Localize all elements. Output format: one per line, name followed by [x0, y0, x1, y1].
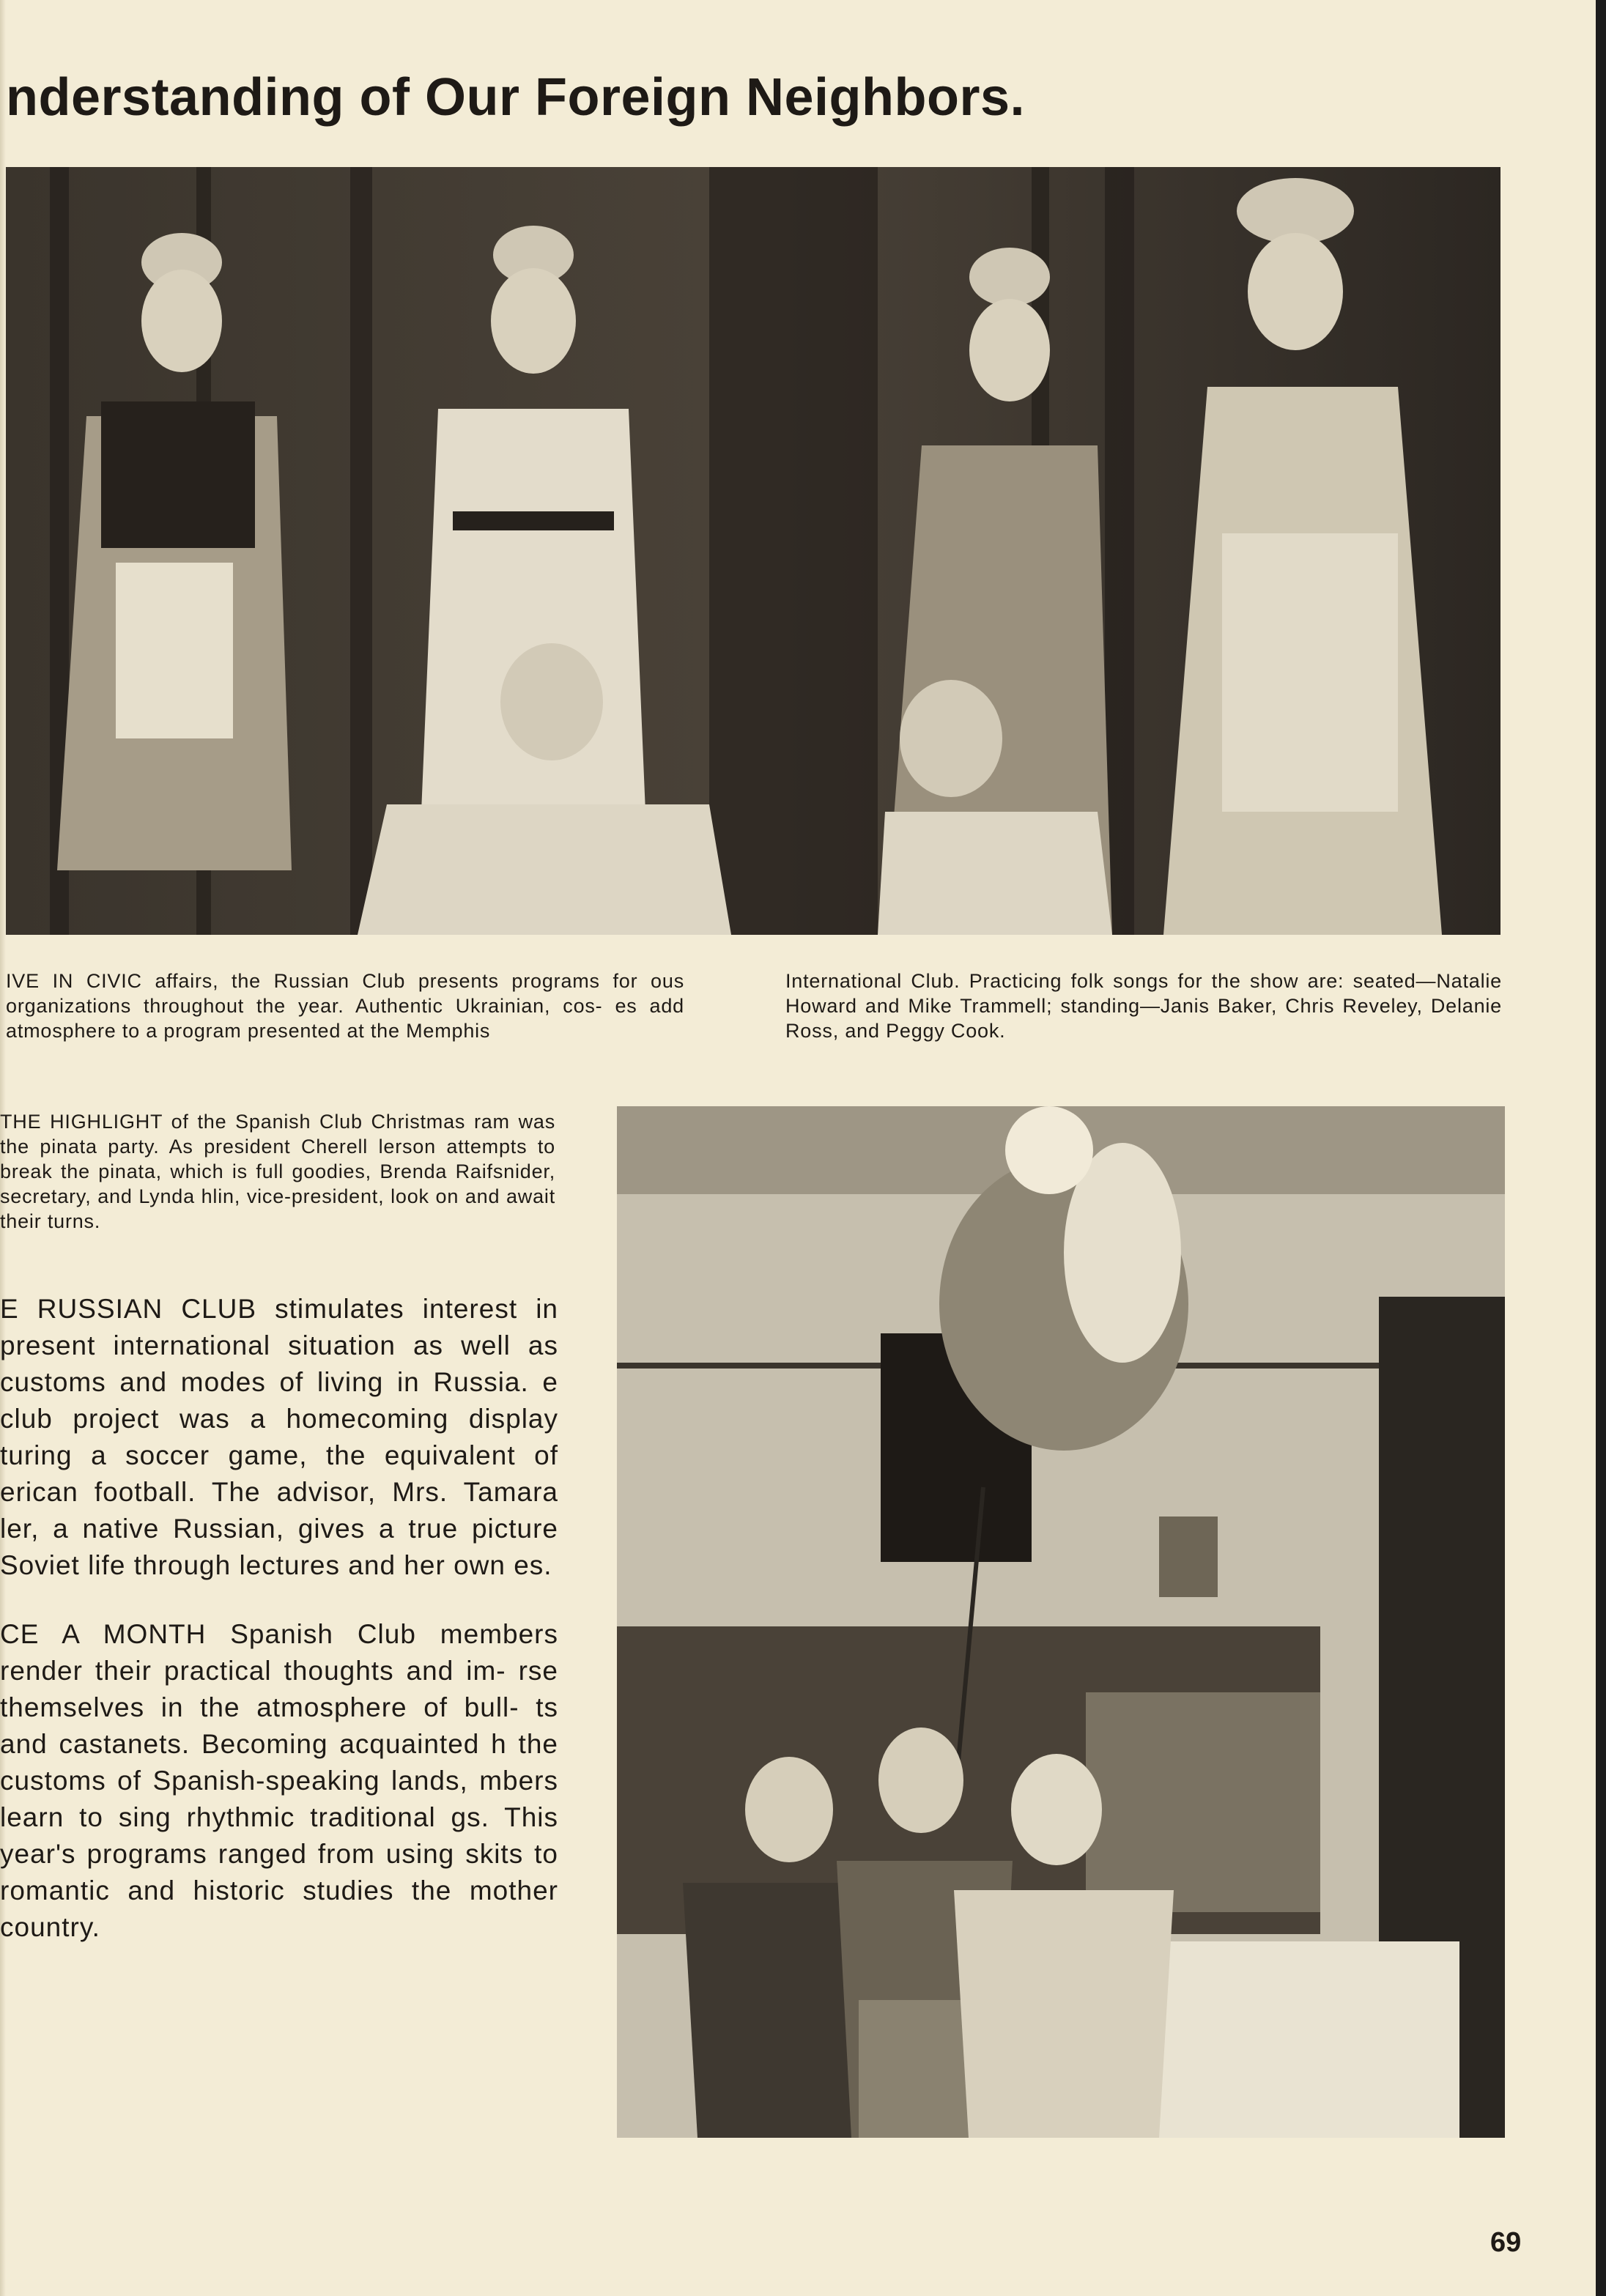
pinata-party-photo: [617, 1106, 1505, 2138]
russian-club-photo: [6, 167, 1500, 935]
pinata-caption: THE HIGHLIGHT of the Spanish Club Christmas ram was the pinata party. As president Cherell lerson attempts to break the pinata, which is full goodies, Brenda Raifsnider, secretary, and Lynda hlin, vice-president, look on and await their turns.: [0, 1111, 555, 1232]
russian-club-paragraph: E RUSSIAN CLUB stimulates interest in present international situation as well as customs and modes of living in Russia. e club project was a homecoming display turing a soccer game, the equivalent of erican football. The advisor, Mrs. Tamara ler, a native Russian, gives a true picture Soviet life through lectures and her own es.: [0, 1294, 558, 1580]
page-number: 69: [1490, 2227, 1522, 2258]
spanish-club-paragraph: CE A MONTH Spanish Club members render their practical thoughts and im- rse themselves in the atmosphere of bull- ts and castanets. Becoming acquainted h the customs of Spanish-speaking lands, mbers learn to sing rhythmic traditional gs. This year's programs ranged from using skits to romantic and historic studies the mother country.: [0, 1619, 558, 1942]
russian-club-photo-image: [6, 167, 1500, 935]
article-body: [0, 1291, 558, 1978]
top-caption-left: IVE IN CIVIC affairs, the Russian Club presents programs for ous organizations throughout the year. Authentic Ukrainian, cos- es add atmosphere to a program presented at the Memphis: [6, 970, 684, 1042]
pinata-party-photo-image: [617, 1106, 1505, 2138]
top-caption-right: International Club. Practicing folk songs for the show are: seated—Natalie Howard and Mike Trammell; standing—Janis Baker, Chris Reveley, Delanie Ross, and Peggy Cook.: [785, 970, 1502, 1042]
page-headline: nderstanding of Our Foreign Neighbors.: [6, 68, 1026, 127]
